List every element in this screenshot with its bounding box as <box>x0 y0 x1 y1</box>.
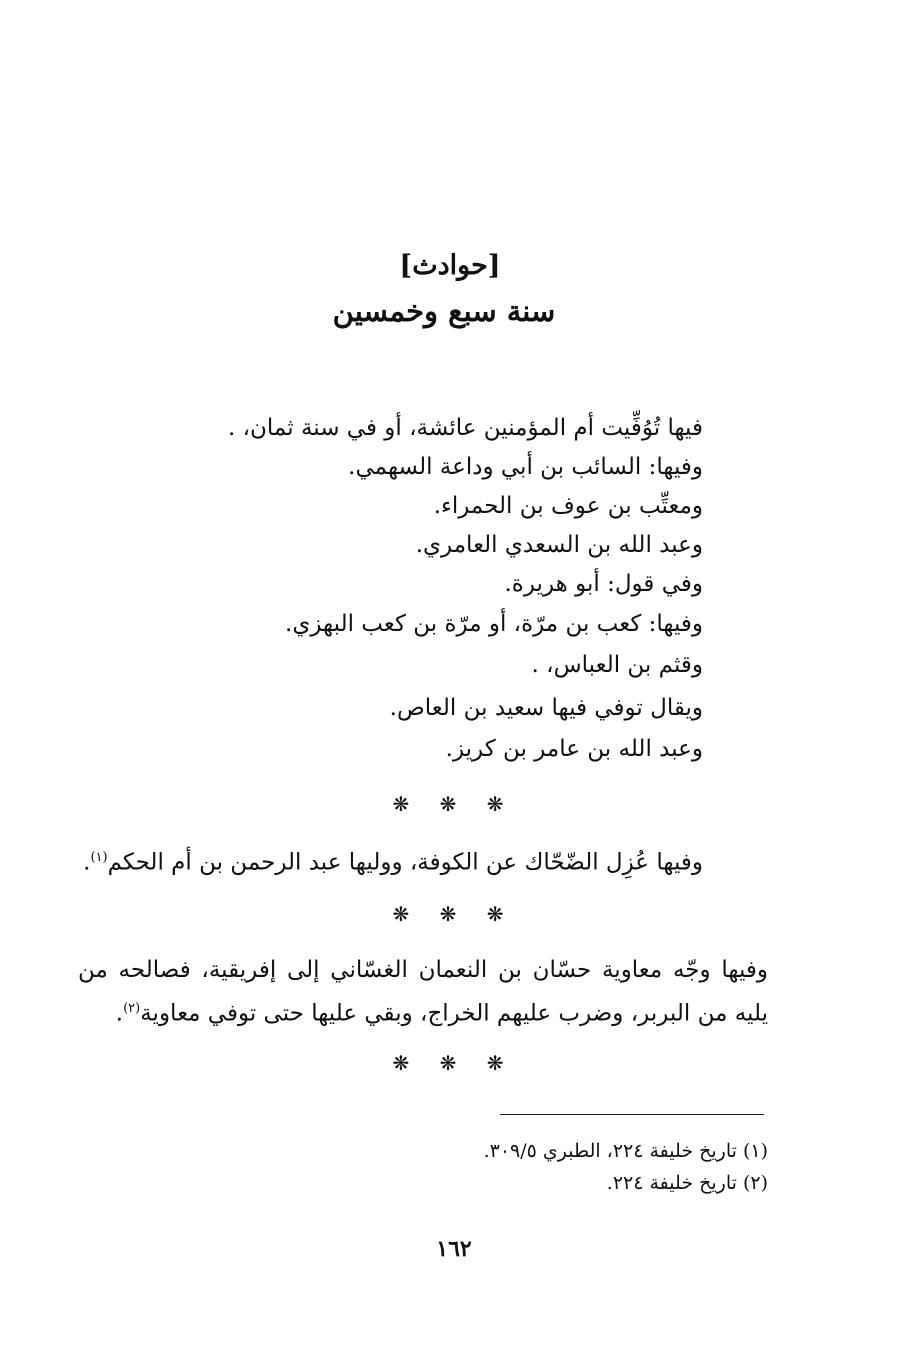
year-heading: سنة سبع وخمسين <box>332 294 556 328</box>
paragraph-end: . <box>115 1000 124 1027</box>
paragraph-text: وفيها وجّه معاوية حسّان بن النعمان الغسّاني إلى إفريقية، فصالحه من <box>78 957 768 983</box>
entry-line: وفي قول: أبو هريرة. <box>504 571 703 597</box>
footnote-ref: (٢) <box>123 1001 141 1016</box>
section-separator: ❋ ❋ ❋ <box>392 792 516 816</box>
page-number: ١٦٢ <box>436 1236 472 1262</box>
paragraph-text: وفيها عُزِل الضّحّاك عن الكوفة، ووليها عبد الرحمن بن أم الحكم <box>107 849 703 876</box>
entry-line: وفيها: كعب بن مرّة، أو مرّة بن كعب البهزي. <box>285 611 703 637</box>
entry-line: ويقال توفي فيها سعيد بن العاص. <box>389 695 703 721</box>
entry-line: فيها تُوُفِّيت أم المؤمنين عائشة، أو في سنة ثمان، . <box>227 415 703 441</box>
paragraph-hassan-line2 <box>116 994 768 1029</box>
paragraph-text: يليه من البربر، وضرب عليهم الخراج، وبقي عليها حتى توفي معاوية <box>140 1000 768 1027</box>
section-separator: ❋ ❋ ❋ <box>392 902 516 926</box>
paragraph-hassan-line1 <box>78 955 768 985</box>
footnote-1: (١) تاريخ خليفة ٢٢٤، الطبري ٣٠٩/٥. <box>483 1140 768 1162</box>
section-heading-bracket: [حوادث] <box>399 250 501 281</box>
footnote-2: (٢) تاريخ خليفة ٢٢٤. <box>606 1172 768 1194</box>
entry-line: ومعتِّب بن عوف بن الحمراء. <box>433 493 703 519</box>
entry-line: وعبد الله بن السعدي العامري. <box>415 532 703 558</box>
footnote-divider <box>500 1114 764 1115</box>
footnote-ref: (١) <box>90 850 108 865</box>
paragraph-dahhak <box>83 843 703 878</box>
section-separator: ❋ ❋ ❋ <box>392 1051 516 1075</box>
entry-line: وفيها: السائب بن أبي وداعة السهمي. <box>348 454 703 480</box>
entry-line: وعبد الله بن عامر بن كريز. <box>445 736 703 762</box>
entry-line: وقثم بن العباس، . <box>531 652 703 678</box>
paragraph-end: . <box>83 849 91 876</box>
